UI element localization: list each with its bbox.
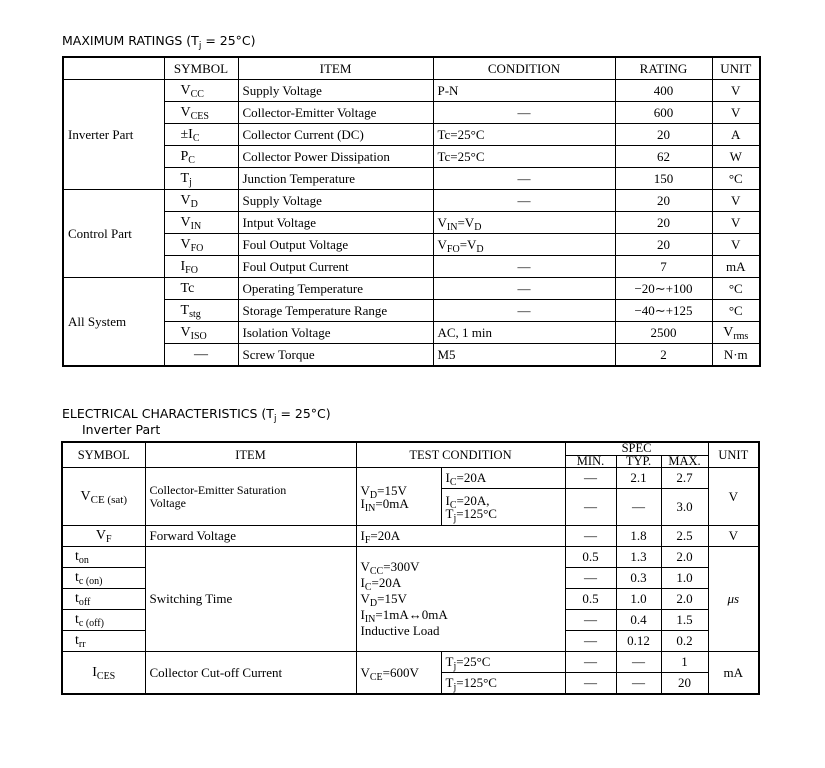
unit-cell: V	[712, 102, 760, 124]
symbol-text: t	[75, 570, 79, 585]
unit-cell: V	[712, 80, 760, 102]
item-cell: Isolation Voltage	[238, 322, 433, 344]
item-cell: Operating Temperature	[238, 278, 433, 300]
unit-cell: °C	[712, 278, 760, 300]
table-row	[63, 124, 760, 146]
item-cell: Collector Current (DC)	[238, 124, 433, 146]
rating-cell: 7	[615, 256, 712, 278]
condition-cell: —	[433, 300, 615, 322]
symbol-text: ±I	[180, 126, 193, 142]
symbol-cell	[164, 300, 238, 322]
condition-cell: —	[433, 278, 615, 300]
condition-subscript: D	[474, 221, 482, 233]
table-row	[63, 212, 760, 234]
symbol-cell	[164, 80, 238, 102]
item-cell: Forward Voltage	[145, 526, 356, 547]
table-row	[63, 322, 760, 344]
unit-cell	[712, 322, 760, 344]
table-row	[63, 344, 760, 367]
table-row	[63, 300, 760, 322]
table-row	[63, 278, 760, 300]
symbol-subscript: C	[188, 154, 195, 166]
symbol-subscript: off	[78, 597, 91, 608]
condition-line	[361, 575, 561, 591]
table-row	[63, 168, 760, 190]
table-row	[63, 80, 760, 102]
item-header: ITEM	[238, 57, 433, 80]
symbol-text: Tc	[180, 280, 195, 296]
item-cell: Junction Temperature	[238, 168, 433, 190]
symbol-subscript: FO	[190, 242, 204, 254]
condition-subscript: D	[369, 598, 378, 609]
condition-text: I	[360, 575, 365, 590]
symbol-cell	[62, 631, 145, 652]
rating-cell: 400	[615, 80, 712, 102]
max-cell: 2.7	[661, 468, 708, 489]
unit-cell: mA	[708, 652, 759, 695]
condition-cell: $I_C=20A$	[441, 468, 565, 489]
condition-text: I	[360, 607, 365, 622]
electrical-subheading: Inverter Part	[82, 422, 161, 437]
unit-cell: V	[712, 190, 760, 212]
max-cell: 2.0	[661, 547, 708, 568]
table-row	[62, 526, 759, 547]
condition-cell	[356, 547, 565, 652]
unit-cell: V	[708, 468, 759, 526]
symbol-text: I	[180, 258, 186, 274]
condition-line	[361, 559, 561, 575]
item-cell: Collector-Emitter Saturation Voltage	[145, 468, 356, 526]
min-cell: —	[565, 526, 616, 547]
symbol-subscript: c (on)	[78, 576, 103, 587]
symbol-text: V	[180, 82, 191, 98]
rating-header: RATING	[615, 57, 712, 80]
condition-text: Inductive Load	[360, 623, 440, 638]
item-cell: Foul Output Voltage	[238, 234, 433, 256]
symbol-cell: $V_F$	[62, 526, 145, 547]
spec-header: SPEC	[565, 442, 708, 455]
unit-cell: μs	[708, 547, 759, 652]
unit-cell: V	[708, 526, 759, 547]
unit-header: UNIT	[708, 442, 759, 468]
item-cell: Foul Output Current	[238, 256, 433, 278]
condition-subscript: C	[364, 582, 372, 593]
symbol-cell	[164, 146, 238, 168]
min-cell: —	[565, 631, 616, 652]
unit-cell: N·m	[712, 344, 760, 367]
symbol-subscript: stg	[189, 308, 201, 320]
rating-cell: 600	[615, 102, 712, 124]
condition-cell: $V_{CE}=600V$	[356, 652, 441, 695]
table-row	[63, 146, 760, 168]
max-cell: 1.0	[661, 568, 708, 589]
condition-text: =300V	[383, 559, 420, 574]
symbol-subscript: CES	[190, 110, 209, 122]
min-cell: —	[565, 568, 616, 589]
symbol-cell	[164, 102, 238, 124]
symbol-subscript: D	[190, 198, 198, 210]
condition-line	[361, 607, 561, 623]
condition-cell: —	[433, 168, 615, 190]
rating-cell: −20∼+100	[615, 278, 712, 300]
typ-cell: —	[616, 673, 661, 695]
condition-cell: —	[433, 256, 615, 278]
table-row	[62, 468, 759, 489]
rating-cell: 2	[615, 344, 712, 367]
symbol-subscript: rr	[78, 639, 86, 650]
item-cell: Screw Torque	[238, 344, 433, 367]
max-ratings-body	[63, 80, 760, 367]
max-cell: 2.5	[661, 526, 708, 547]
unit-text: V	[723, 324, 734, 340]
max-cell: 20	[661, 673, 708, 695]
typ-cell: 1.3	[616, 547, 661, 568]
typ-cell: 1.0	[616, 589, 661, 610]
switching-body	[62, 547, 759, 652]
condition-cell: $T_j=125^\circ C$	[441, 673, 565, 695]
test-condition-header: TEST CONDITION	[356, 442, 565, 468]
rating-cell: 20	[615, 124, 712, 146]
condition-subscript: D	[476, 243, 484, 255]
condition-text: =1mA↔0mA	[375, 607, 448, 622]
item-cell: Collector Cut-off Current	[145, 652, 356, 695]
unit-cell: A	[712, 124, 760, 146]
condition-cell: Tc=25°C	[433, 146, 615, 168]
condition-cell: $I_F=20A$	[356, 526, 565, 547]
condition-cell: —	[433, 102, 615, 124]
table-row	[62, 652, 759, 673]
symbol-subscript: j	[189, 176, 192, 188]
min-cell: 0.5	[565, 547, 616, 568]
symbol-cell	[164, 322, 238, 344]
symbol-cell: $I_{CES}$	[62, 652, 145, 695]
max-cell: 3.0	[661, 489, 708, 526]
min-cell: 0.5	[565, 589, 616, 610]
symbol-text: V	[180, 214, 191, 230]
symbol-text: T	[180, 170, 190, 186]
symbol-subscript: FO	[185, 264, 198, 276]
blank-header-cell	[63, 57, 164, 80]
item-cell: Collector Power Dissipation	[238, 146, 433, 168]
typ-header: TYP.	[616, 455, 661, 468]
typ-cell: 0.12	[616, 631, 661, 652]
symbol-subscript: C	[192, 132, 200, 144]
condition-subscript: CC	[369, 566, 384, 577]
min-cell: —	[565, 610, 616, 631]
min-cell: —	[565, 652, 616, 673]
unit-cell: W	[712, 146, 760, 168]
item-cell: Supply Voltage	[238, 80, 433, 102]
table-header-row	[62, 442, 759, 455]
symbol-text: P	[180, 148, 189, 164]
electrical-heading: ELECTRICAL CHARACTERISTICS $(T_j = 25^\circ C)$	[62, 406, 331, 424]
condition-cell: $V_D=15V$ $I_{IN}=0mA$	[356, 468, 441, 526]
symbol-cell	[62, 610, 145, 631]
table-row	[62, 547, 759, 568]
symbol-text: V	[180, 104, 191, 120]
condition-text: V	[437, 236, 447, 252]
item-cell: Intput Voltage	[238, 212, 433, 234]
symbol-header: SYMBOL	[62, 442, 145, 468]
symbol-cell	[62, 589, 145, 610]
condition-subscript: IN	[364, 614, 376, 625]
unit-cell: °C	[712, 168, 760, 190]
condition-subscript: FO	[446, 243, 460, 255]
max-cell: 0.2	[661, 631, 708, 652]
rating-cell: −40∼+125	[615, 300, 712, 322]
unit-subscript: rms	[733, 330, 749, 342]
symbol-cell	[164, 124, 238, 146]
group-cell: Control Part	[63, 190, 164, 278]
rating-cell: 2500	[615, 322, 712, 344]
condition-cell: M5	[433, 344, 615, 367]
symbol-subscript: IN	[190, 220, 202, 232]
symbol-text: V	[180, 324, 191, 340]
symbol-text: V	[180, 192, 191, 208]
condition-text: =V	[459, 236, 477, 252]
condition-text: =20A	[371, 575, 402, 590]
max-ratings-heading: MAXIMUM RATINGS $(T_j = 25^\circ C)$	[62, 33, 256, 51]
condition-header: CONDITION	[433, 57, 615, 80]
condition-line	[361, 623, 561, 639]
condition-text: V	[360, 591, 370, 606]
symbol-subscript: on	[78, 555, 89, 566]
table-row	[63, 234, 760, 256]
min-cell: —	[565, 489, 616, 526]
group-cell: All System	[63, 278, 164, 367]
typ-cell: —	[616, 489, 661, 526]
symbol-subscript: ISO	[190, 330, 207, 342]
rating-cell: 20	[615, 190, 712, 212]
max-cell: 1.5	[661, 610, 708, 631]
typ-cell: 1.8	[616, 526, 661, 547]
rating-cell: 62	[615, 146, 712, 168]
typ-cell: —	[616, 652, 661, 673]
unit-header: UNIT	[712, 57, 760, 80]
unit-cell: mA	[712, 256, 760, 278]
condition-line	[361, 591, 561, 607]
condition-cell	[433, 234, 615, 256]
condition-cell: Tc=25°C	[433, 124, 615, 146]
rating-cell: 20	[615, 212, 712, 234]
typ-cell: 0.4	[616, 610, 661, 631]
symbol-cell	[164, 278, 238, 300]
symbol-text: —	[194, 346, 208, 362]
symbol-text: T	[180, 302, 190, 318]
condition-text: V	[360, 559, 370, 574]
typ-cell: 2.1	[616, 468, 661, 489]
item-cell: Collector-Emitter Voltage	[238, 102, 433, 124]
condition-subscript: IN	[446, 221, 458, 233]
condition-cell: $I_C=20A$, $T_j=125^\circ C$	[441, 489, 565, 526]
table-row	[63, 256, 760, 278]
condition-text: V	[437, 214, 447, 230]
symbol-cell	[164, 344, 238, 367]
item-cell: Supply Voltage	[238, 190, 433, 212]
symbol-cell	[164, 168, 238, 190]
symbol-subscript: c (off)	[78, 618, 104, 629]
unit-cell: °C	[712, 300, 760, 322]
min-header: MIN.	[565, 455, 616, 468]
item-cell: Storage Temperature Range	[238, 300, 433, 322]
group-cell: Inverter Part	[63, 80, 164, 190]
max-header: MAX.	[661, 455, 708, 468]
min-cell: —	[565, 673, 616, 695]
table-row	[63, 190, 760, 212]
condition-cell: $T_j=25^\circ C$	[441, 652, 565, 673]
max-ratings-table	[62, 56, 761, 367]
unit-cell: V	[712, 212, 760, 234]
condition-cell: P-N	[433, 80, 615, 102]
symbol-cell	[164, 190, 238, 212]
symbol-cell	[164, 256, 238, 278]
item-cell: Switching Time	[145, 547, 356, 652]
symbol-cell	[62, 568, 145, 589]
condition-cell: AC, 1 min	[433, 322, 615, 344]
symbol-cell	[164, 212, 238, 234]
typ-cell: 0.3	[616, 568, 661, 589]
max-cell: 1	[661, 652, 708, 673]
symbol-subscript: CC	[190, 88, 204, 100]
table-row	[63, 102, 760, 124]
min-cell: —	[565, 468, 616, 489]
rating-cell: 150	[615, 168, 712, 190]
symbol-text: V	[180, 236, 191, 252]
condition-text: =15V	[377, 591, 407, 606]
item-header: ITEM	[145, 442, 356, 468]
symbol-text: t	[75, 591, 79, 606]
electrical-table	[61, 441, 760, 695]
symbol-text: t	[75, 612, 79, 627]
max-cell: 2.0	[661, 589, 708, 610]
condition-cell	[433, 212, 615, 234]
table-header-row	[63, 57, 760, 80]
symbol-cell	[164, 234, 238, 256]
symbol-text: t	[75, 633, 79, 648]
symbol-text: t	[75, 549, 79, 564]
unit-cell: V	[712, 234, 760, 256]
condition-text: =V	[457, 214, 475, 230]
condition-cell: —	[433, 190, 615, 212]
symbol-cell	[62, 547, 145, 568]
symbol-cell: $V_{CE (sat)}$	[62, 468, 145, 526]
symbol-header: SYMBOL	[164, 57, 238, 80]
rating-cell: 20	[615, 234, 712, 256]
